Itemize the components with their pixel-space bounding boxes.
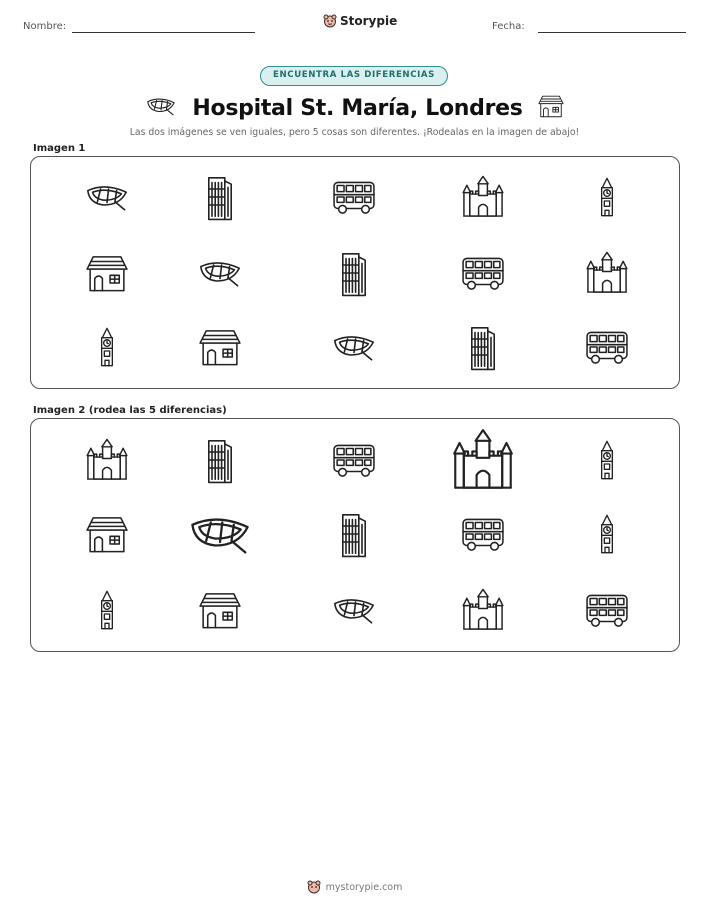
house-icon: [84, 253, 130, 293]
boat-icon: [144, 95, 178, 122]
image1-item-clock-tower[interactable]: [97, 321, 117, 378]
activity-badge: ENCUENTRA LAS DIFERENCIAS: [260, 66, 448, 86]
image2-item-boat[interactable]: [185, 511, 255, 562]
castle-icon: [585, 251, 629, 295]
image1-item-building[interactable]: [203, 173, 237, 226]
house-icon: [197, 327, 243, 367]
image1-item-building[interactable]: [337, 249, 371, 302]
boat-icon: [196, 257, 244, 289]
name-label: Nombre:: [23, 21, 67, 32]
image2-item-castle[interactable]: [85, 438, 129, 487]
footer: [0, 880, 709, 894]
image2-item-clock-tower[interactable]: [97, 584, 117, 641]
bus-icon: [331, 179, 377, 215]
bus-icon: [584, 329, 630, 365]
title-row: [0, 92, 709, 124]
image2-item-bus[interactable]: [331, 442, 377, 483]
castle-icon: [461, 588, 505, 632]
image1-item-house[interactable]: [197, 327, 243, 372]
image1-item-boat[interactable]: [330, 331, 378, 368]
image2-item-bus[interactable]: [584, 592, 630, 633]
image2-item-building[interactable]: [337, 510, 371, 563]
image2-item-clock-tower[interactable]: [597, 434, 617, 491]
castle-icon: [85, 438, 129, 482]
image2-item-castle[interactable]: [461, 588, 505, 637]
image2-item-boat[interactable]: [330, 594, 378, 631]
instructions: Las dos imágenes se ven iguales, pero 5 cosas son diferentes. ¡Rodealas en la imagen de abajo!: [129, 127, 580, 138]
page-title: Hospital St. María, Londres: [192, 95, 523, 121]
building-icon: [337, 249, 371, 297]
image1-item-bus[interactable]: [584, 329, 630, 370]
boat-icon: [83, 181, 131, 213]
image2-item-house[interactable]: [197, 590, 243, 635]
image1-item-clock-tower[interactable]: [597, 171, 617, 228]
image2-item-castle[interactable]: [450, 428, 516, 497]
bus-icon: [584, 592, 630, 628]
building-icon: [466, 323, 500, 371]
house-icon: [537, 93, 565, 124]
image1-item-building[interactable]: [466, 323, 500, 376]
footer-url: mystorypie.com: [325, 881, 403, 893]
image1-item-boat[interactable]: [196, 257, 244, 294]
boat-icon: [185, 511, 255, 557]
clock-tower-icon: [97, 321, 117, 373]
boat-icon: [330, 331, 378, 363]
date-label: Fecha:: [492, 21, 525, 32]
castle-icon: [461, 175, 505, 219]
house-icon: [84, 514, 130, 554]
castle-icon: [450, 428, 516, 492]
image2-item-clock-tower[interactable]: [597, 508, 617, 565]
image1-item-bus[interactable]: [331, 179, 377, 220]
building-icon: [337, 510, 371, 558]
building-icon: [203, 436, 237, 484]
name-field[interactable]: [72, 32, 255, 33]
image1-label: Imagen 1: [33, 143, 86, 154]
image1-item-house[interactable]: [84, 253, 130, 298]
clock-tower-icon: [597, 434, 617, 486]
image2-item-house[interactable]: [84, 514, 130, 559]
date-field[interactable]: [538, 32, 686, 33]
boat-icon: [330, 594, 378, 626]
storypie-mascot-icon: [323, 14, 337, 28]
image1-item-boat[interactable]: [83, 181, 131, 218]
bus-icon: [460, 516, 506, 552]
bus-icon: [460, 255, 506, 291]
clock-tower-icon: [597, 508, 617, 560]
storypie-mascot-icon: [307, 880, 321, 894]
brand-name: Storypie: [340, 14, 398, 28]
building-icon: [203, 173, 237, 221]
clock-tower-icon: [97, 584, 117, 636]
bus-icon: [331, 442, 377, 478]
image2-label: Imagen 2 (rodea las 5 diferencias): [33, 405, 227, 416]
image1-item-castle[interactable]: [461, 175, 505, 224]
image1-item-castle[interactable]: [585, 251, 629, 300]
house-icon: [197, 590, 243, 630]
clock-tower-icon: [597, 171, 617, 223]
image2-item-bus[interactable]: [460, 516, 506, 557]
storypie-logo: [323, 14, 397, 28]
image2-item-building[interactable]: [203, 436, 237, 489]
image1-item-bus[interactable]: [460, 255, 506, 296]
